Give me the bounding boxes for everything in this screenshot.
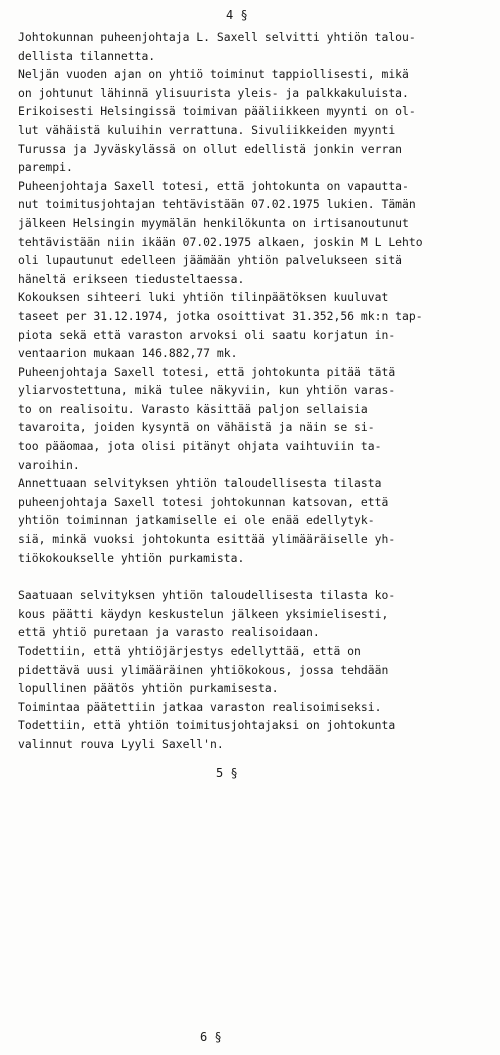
- text-line: yhtiön toiminnan jatkamiselle ei ole enää edellytyk-: [18, 513, 375, 528]
- text-line: nut toimitusjohtajan tehtävistään 07.02.1975 lukien. Tämän: [18, 197, 416, 212]
- text-line: ventaarion mukaan 146.882,77 mk.: [18, 346, 238, 361]
- text-line: Saatuaan selvityksen yhtiön taloudellisesta tilasta ko-: [18, 588, 396, 603]
- text-line: Erikoisesti Helsingissä toimivan pääliikkeen myynti on ol-: [18, 104, 416, 119]
- text-line: Annettuaan selvityksen yhtiön taloudellisesta tilasta: [18, 476, 382, 491]
- text-line: tavaroita, joiden kysyntä on vähäistä ja näin se si-: [18, 420, 375, 435]
- text-line: Kokouksen sihteeri luki yhtiön tilinpäätöksen kuuluvat: [18, 290, 389, 305]
- text-line: valinnut rouva Lyyli Saxell'n.: [18, 736, 224, 751]
- text-line: oli lupautunut edelleen jäämään yhtiön palvelukseen sitä: [18, 253, 403, 268]
- section-4-heading: 4 §: [226, 8, 248, 22]
- text-line: varoihin.: [18, 457, 80, 472]
- text-line: Puheenjohtaja Saxell totesi, että johtokunta pitää tätä: [18, 364, 396, 379]
- text-line: kous päätti käydyn keskustelun jälkeen yksimielisesti,: [18, 606, 389, 621]
- text-line: Todettiin, että yhtiöjärjestys edellyttää, että on: [18, 644, 361, 658]
- section-spacer: [18, 567, 492, 586]
- text-line: että yhtiö puretaan ja varasto realisoidaan.: [18, 625, 320, 640]
- text-line: Puheenjohtaja Saxell totesi, että johtokunta on vapautta-: [18, 178, 409, 193]
- text-line: tiökokoukselle yhtiön purkamista.: [18, 550, 245, 565]
- text-line: parempi.: [18, 160, 73, 175]
- text-line: Toimintaa päätettiin jatkaa varaston realisoimiseksi.: [18, 699, 382, 714]
- text-line: yliarvostettuna, mikä tulee näkyviin, kun yhtiön varas-: [18, 383, 396, 398]
- section-5-body: [18, 586, 492, 753]
- section-5-heading: 5 §: [216, 766, 238, 780]
- text-line: taseet per 31.12.1974, jotka osoittivat 31.352,56 mk:n tap-: [18, 308, 423, 323]
- text-line: lut vähäistä kuluihin verrattuna. Sivuliikkeiden myynti: [18, 122, 396, 137]
- text-line: dellista tilannetta.: [18, 48, 156, 63]
- text-line: puheenjohtaja Saxell totesi johtokunnan katsovan, että: [18, 494, 389, 509]
- text-line: Neljän vuoden ajan on yhtiö toiminut tappiollisesti, mikä: [18, 67, 409, 82]
- section-4-body: [18, 28, 492, 567]
- text-line: Johtokunnan puheenjohtaja L. Saxell selvitti yhtiön talou-: [18, 30, 416, 44]
- document-body: [18, 28, 492, 754]
- text-line: siä, minkä vuoksi johtokunta esittää ylimääräiselle yh-: [18, 532, 396, 547]
- text-line: tehtävistään niin ikään 07.02.1975 alkaen, joskin M L Lehto: [18, 234, 423, 249]
- text-line: lopullinen päätös yhtiön purkamisesta.: [18, 681, 279, 696]
- section-6-heading: 6 §: [200, 1030, 222, 1044]
- text-line: Turussa ja Jyväskylässä on ollut edellistä jonkin verran: [18, 141, 403, 156]
- text-line: häneltä erikseen tiedusteltaessa.: [18, 271, 245, 286]
- text-line: piota sekä että varaston arvoksi oli saatu korjatun in-: [18, 327, 396, 342]
- text-line: jälkeen Helsingin myymälän henkilökunta on irtisanoutunut: [18, 215, 409, 230]
- text-line: on johtunut lähinnä ylisuurista yleis- ja palkkakuluista.: [18, 85, 409, 100]
- text-line: to on realisoitu. Varasto käsittää paljon sellaisia: [18, 401, 368, 416]
- text-line: pidettävä uusi ylimääräinen yhtiökokous, jossa tehdään: [18, 662, 389, 677]
- text-line: Todettiin, että yhtiön toimitusjohtajaksi on johtokunta: [18, 718, 396, 733]
- text-line: too pääomaa, jota olisi pitänyt ohjata vaihtuviin ta-: [18, 439, 382, 454]
